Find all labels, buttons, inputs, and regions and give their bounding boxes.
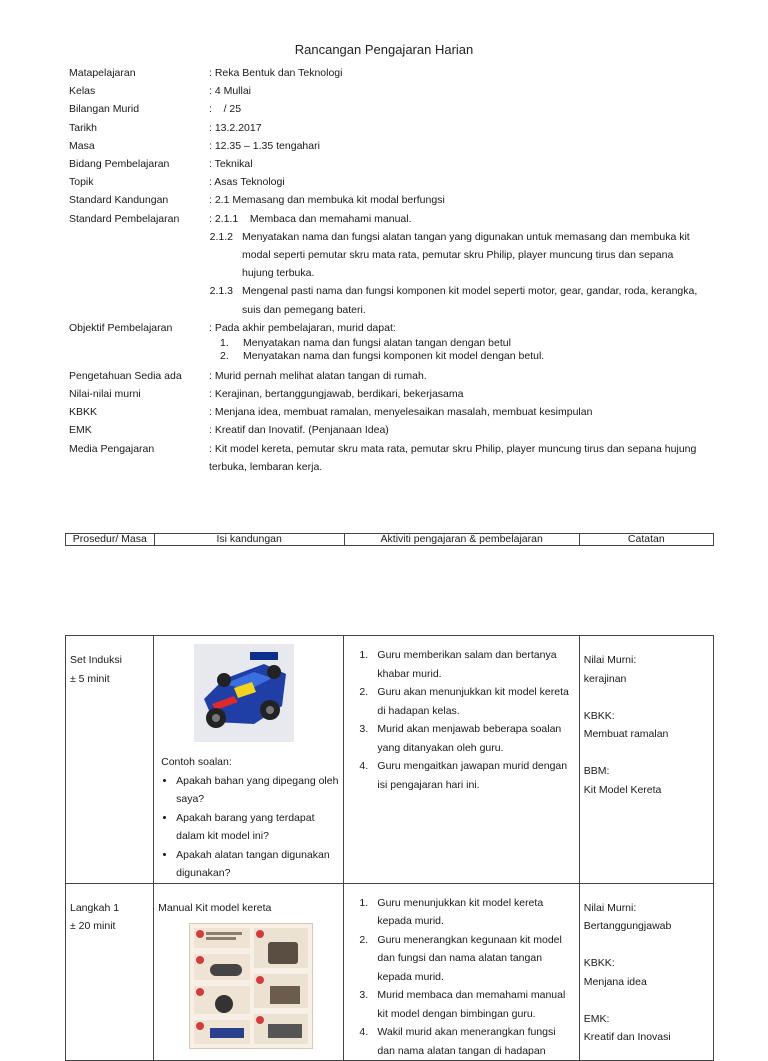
subitem-text: hujung terbuka.: [242, 267, 315, 280]
content-cell: [154, 883, 344, 1061]
lesson-info: [69, 64, 719, 476]
info-value: : Murid pernah melihat alatan tangan di rumah.: [209, 369, 427, 382]
notes-cell: [579, 636, 713, 884]
activity-list: [344, 884, 578, 1061]
activity-item: [359, 1023, 574, 1060]
content-title: Manual Kit model kereta: [158, 901, 272, 914]
lesson-table: [65, 635, 714, 1061]
standard-pembelajaran-row: [69, 210, 719, 228]
info-row: [69, 119, 719, 137]
activity-number: 3.: [359, 989, 369, 1001]
activity-text: Murid membaca dan memahami manual kit model dengan bimbingan guru.: [377, 989, 566, 1020]
info-value: : Asas Teknologi: [209, 176, 285, 189]
activity-item: [359, 757, 574, 794]
info-label: Matapelajaran: [69, 67, 136, 79]
info-row: [69, 82, 719, 100]
activity-text: Guru akan menunjukkan kit model kereta di hadapan kelas.: [377, 686, 569, 717]
subitem-number: 2.1.2: [209, 230, 233, 243]
objektif-list: [69, 337, 719, 363]
procedure-cell: [66, 636, 154, 884]
info-label: Media Pengajaran: [69, 442, 155, 455]
activity-text: Wakil murid akan menerangkan fungsi dan nama alatan tangan di hadapan: [377, 1026, 556, 1057]
stage-time: ± 5 minit: [70, 672, 110, 685]
info-row: [69, 421, 719, 439]
subitem-continuation: [209, 246, 719, 264]
info-value: : 2.1.1 Membaca dan memahami manual.: [209, 212, 412, 225]
activity-text: Guru menunjukkan kit model kereta kepada murid.: [377, 896, 544, 927]
info-value: : Menjana idea, membuat ramalan, menyelesaikan masalah, membuat kesimpulan: [209, 406, 593, 419]
info-label: Kelas: [69, 85, 96, 98]
page-title: Rancangan Pengajaran Harian: [294, 42, 474, 57]
info-value: : / 25: [209, 103, 242, 116]
activity-text: Guru mengaitkan jawapan murid dengan isi pengajaran hari ini.: [377, 760, 568, 791]
info-value: : 2.1 Memasang dan membuka kit modal berfungsi: [209, 194, 445, 207]
info-label: EMK: [69, 424, 92, 437]
info-label: Standard Pembelajaran: [69, 212, 180, 225]
info-value: : 12.35 – 1.35 tengahari: [209, 139, 320, 152]
subitem-text: Mengenal pasti nama dan fungsi komponen kit model seperti motor, gear, gandar, roda, kerangka,: [242, 285, 698, 298]
info-value: : 13.2.2017: [209, 121, 262, 134]
info-label: Topik: [69, 176, 94, 189]
objektif-text: Menyatakan nama dan fungsi komponen kit model dengan betul.: [243, 349, 545, 362]
subitem-number: 2.1.3: [209, 285, 233, 298]
table-row: [66, 636, 714, 884]
note-value: Kreatif dan Inovasi: [583, 1031, 671, 1043]
activity-number: 4.: [359, 1026, 369, 1038]
stage-name: Langkah 1: [70, 901, 120, 914]
subitem-continuation: [209, 301, 719, 319]
info-label: Masa: [69, 139, 95, 152]
question-item: • Apakah barang yang terdapat dalam kit model ini?: [176, 809, 339, 846]
standard-subitem: [209, 228, 719, 246]
table-header: [65, 533, 714, 546]
info-label: Tarikh: [69, 121, 98, 134]
info-label: Pengetahuan Sedia ada: [69, 369, 182, 382]
manual-image: [189, 923, 313, 1049]
question-item: • Apakah alatan tangan digunakan digunakan?: [176, 846, 339, 883]
content-cell: [154, 636, 344, 884]
info-row: [69, 173, 719, 191]
objektif-item: [220, 350, 719, 363]
header-cell: Prosedur/ Masa: [66, 534, 155, 545]
objektif-text: Menyatakan nama dan fungsi alatan tangan dengan betul: [243, 336, 511, 349]
info-label: KBKK: [69, 406, 98, 419]
activity-list: [344, 636, 578, 794]
note-heading: Nilai Murni:: [583, 901, 637, 914]
media-row: [69, 440, 719, 458]
note-heading: KBKK:: [583, 957, 615, 969]
table-row: [66, 883, 714, 1061]
activity-text: Guru menerangkan kegunaan kit model dan fungsi dan nama alatan tangan kepada murid.: [377, 933, 562, 983]
header-cell: Aktiviti pengajaran & pembelajaran: [345, 534, 580, 545]
subitem-text: Menyatakan nama dan fungsi alatan tangan yang digunakan untuk memasang dan membuka kit: [242, 230, 690, 243]
procedure-cell: [66, 883, 154, 1061]
info-row: [69, 137, 719, 155]
info-label: Objektif Pembelajaran: [69, 321, 173, 334]
header-cell: Catatan: [627, 533, 665, 545]
note-heading: BBM:: [583, 765, 610, 777]
info-row: [69, 367, 719, 385]
subitem-text: modal seperti pemutar skru mata rata, pemutar skru Philip, player muncung tirus dan sepana: [242, 248, 674, 261]
note-value: kerajinan: [583, 672, 627, 685]
info-value: : Reka Bentuk dan Teknologi: [209, 67, 343, 79]
stage-time: ± 20 minit: [70, 920, 116, 932]
activity-number: 2.: [359, 933, 369, 946]
activity-cell: [344, 636, 579, 884]
objektif-number: 1.: [220, 336, 229, 349]
activity-number: 2.: [359, 686, 369, 698]
objektif-item: [220, 337, 719, 350]
info-row: [69, 100, 719, 118]
note-value: Menjana idea: [583, 975, 647, 988]
activity-number: 4.: [359, 760, 369, 772]
info-label: Nilai-nilai murni: [69, 388, 141, 401]
activity-text: Murid akan menjawab beberapa soalan yang ditanyakan oleh guru.: [377, 723, 562, 754]
note-value: Kit Model Kereta: [583, 783, 662, 796]
info-label: Bidang Pembelajaran: [69, 157, 170, 170]
standard-subitems: [69, 228, 719, 319]
info-label: Standard Kandungan: [69, 194, 169, 207]
activity-number: 1.: [359, 896, 369, 909]
info-value: : Teknikal: [209, 157, 253, 170]
subitem-text: suis dan pemegang bateri.: [242, 303, 366, 316]
header-cell: Isi kandungan: [155, 534, 345, 545]
media-row-continued: [69, 458, 719, 476]
standard-subitem: [209, 282, 719, 300]
toy-car-image: [194, 644, 294, 742]
info-row: [69, 385, 719, 403]
activity-item: [359, 931, 574, 987]
note-value: Bertanggungjawab: [583, 920, 672, 932]
info-value: : 4 Mullai: [209, 85, 252, 98]
activity-item: [359, 986, 574, 1023]
activity-number: 1.: [359, 649, 369, 661]
note-value: Membuat ramalan: [583, 728, 669, 740]
info-row: [69, 191, 719, 209]
activity-item: [359, 894, 574, 931]
content-title: Contoh soalan:: [161, 756, 232, 768]
info-value: : Kreatif dan Inovatif. (Penjanaan Idea): [209, 424, 389, 437]
objektif-row: [69, 319, 719, 337]
info-row: [69, 155, 719, 173]
activity-text: Guru memberikan salam dan bertanya khabar murid.: [377, 649, 557, 680]
activity-item: [359, 683, 574, 720]
info-row: [69, 403, 719, 421]
info-row: [69, 64, 719, 82]
info-label: Bilangan Murid: [69, 103, 140, 116]
notes-cell: [579, 883, 713, 1061]
subitem-continuation: [209, 264, 719, 282]
activity-cell: [344, 883, 579, 1061]
activity-item: [359, 720, 574, 757]
info-value: : Kit model kereta, pemutar skru mata rata, pemutar skru Philip, player muncung tirus dan sepana hujung: [209, 442, 697, 455]
question-list: [158, 772, 339, 883]
note-heading: Nilai Murni:: [583, 654, 637, 666]
info-value: : Kerajinan, bertanggungjawab, berdikari, bekerjasama: [209, 388, 464, 401]
stage-name: Set Induksi: [70, 654, 122, 666]
info-value: terbuka, lembaran kerja.: [209, 460, 323, 473]
note-heading: EMK:: [583, 1012, 610, 1025]
activity-item: [359, 646, 574, 683]
activity-number: 3.: [359, 723, 369, 735]
info-value: : Pada akhir pembelajaran, murid dapat:: [209, 321, 396, 334]
note-heading: KBKK:: [583, 709, 615, 722]
objektif-number: 2.: [220, 349, 229, 362]
question-item: • Apakah bahan yang dipegang oleh saya?: [176, 772, 339, 809]
